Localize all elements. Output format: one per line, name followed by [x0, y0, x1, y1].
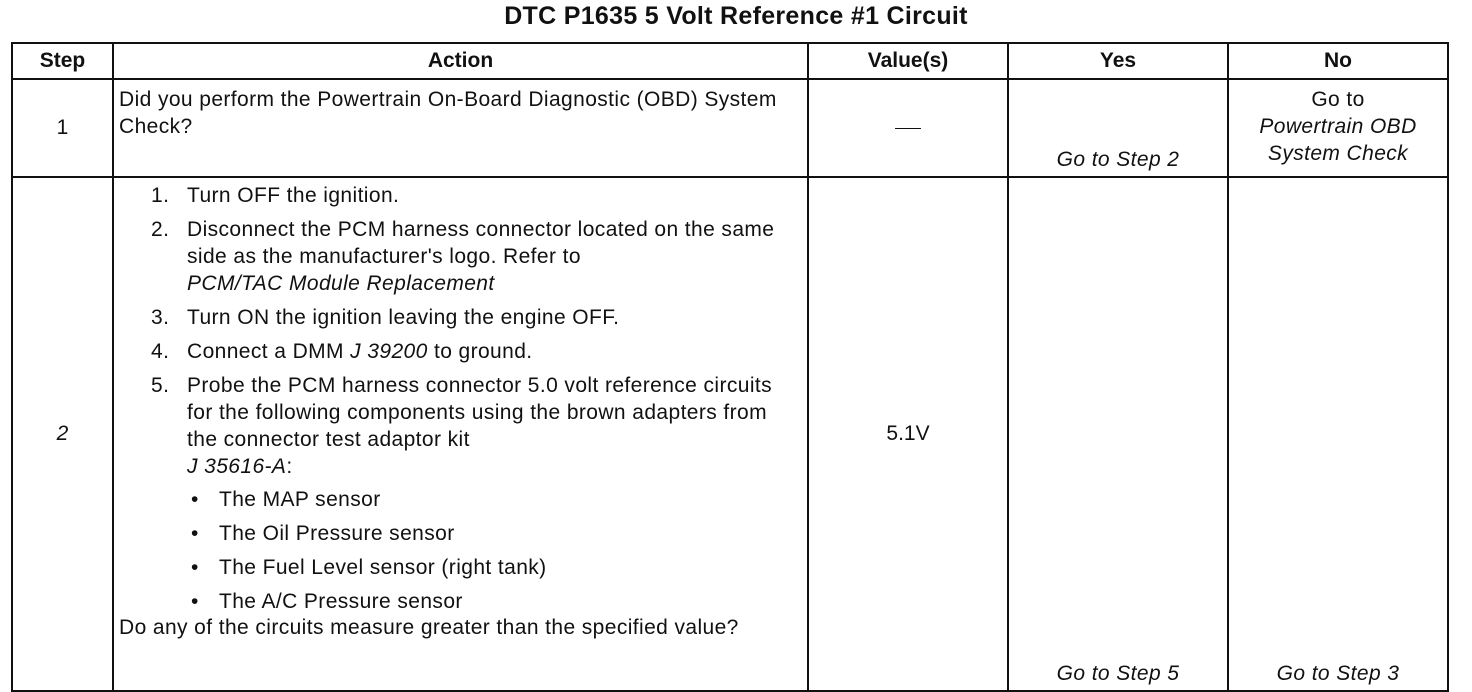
no-cell — [1228, 79, 1448, 177]
component-list — [187, 486, 801, 615]
no-prefix: Go to — [1311, 88, 1365, 111]
action-step — [119, 216, 801, 297]
action-step — [119, 304, 801, 331]
step-text: Connect a DMM — [187, 340, 344, 363]
step-text: Disconnect the PCM harness connector located on the same side as the manufacturer's logo. Refer to — [187, 218, 775, 268]
header-no: No — [1228, 43, 1448, 79]
page-title: DTC P1635 5 Volt Reference #1 Circuit — [504, 2, 968, 30]
table-row — [12, 177, 1448, 691]
action-cell — [113, 177, 808, 691]
step-text: Probe the PCM harness connector 5.0 volt reference circuits for the following components using the brown adapters from the connector test adaptor kit — [187, 374, 773, 451]
dash-mark — [895, 128, 921, 129]
list-item: • The Fuel Level sensor (right tank) — [191, 556, 547, 579]
header-step: Step — [12, 43, 113, 79]
no-cell: Go to Step 3 — [1228, 177, 1448, 691]
question-text: Do any of the circuits measure greater than the specified value? — [119, 616, 739, 639]
yes-cell: Go to Step 5 — [1008, 177, 1228, 691]
list-item: • The MAP sensor — [191, 488, 381, 511]
yes-cell: Go to Step 2 — [1008, 79, 1228, 177]
header-row — [12, 43, 1448, 79]
bullet-icon: • — [191, 522, 199, 545]
diagnostic-table — [11, 42, 1449, 692]
value-cell: 5.1V — [808, 177, 1008, 691]
bullet-icon: • — [191, 590, 199, 613]
step-number: 1 — [12, 79, 113, 177]
bullet-icon: • — [191, 556, 199, 579]
bullet-icon: • — [191, 488, 199, 511]
step-index: 2. — [151, 218, 170, 241]
step-text: Turn ON the ignition leaving the engine OFF. — [187, 306, 620, 329]
header-values: Value(s) — [808, 43, 1008, 79]
step-index: 4. — [151, 340, 170, 363]
value-cell — [808, 79, 1008, 177]
step-text: Turn OFF the ignition. — [187, 184, 400, 207]
action-text: Did you perform the Powertrain On-Board Diagnostic (OBD) System Check? — [113, 79, 808, 177]
list-item: • The A/C Pressure sensor — [191, 590, 463, 613]
step-index: 1. — [151, 184, 170, 207]
header-action: Action — [113, 43, 808, 79]
step-index: 5. — [151, 374, 170, 397]
step-number: 2 — [12, 177, 113, 691]
action-step — [119, 372, 801, 615]
list-item: • The Oil Pressure sensor — [191, 522, 455, 545]
step-index: 3. — [151, 306, 170, 329]
step-suffix: : — [286, 455, 293, 478]
header-yes: Yes — [1008, 43, 1228, 79]
no-link: Powertrain OBD System Check — [1259, 115, 1417, 165]
action-steps — [119, 182, 801, 615]
table-row — [12, 79, 1448, 177]
action-step — [119, 338, 801, 365]
step-reference: PCM/TAC Module Replacement — [187, 272, 495, 295]
action-step — [119, 182, 801, 209]
tool-number: J 35616-A — [187, 455, 287, 478]
tool-number: J 39200 — [350, 340, 428, 363]
step-suffix: to ground. — [433, 340, 533, 363]
